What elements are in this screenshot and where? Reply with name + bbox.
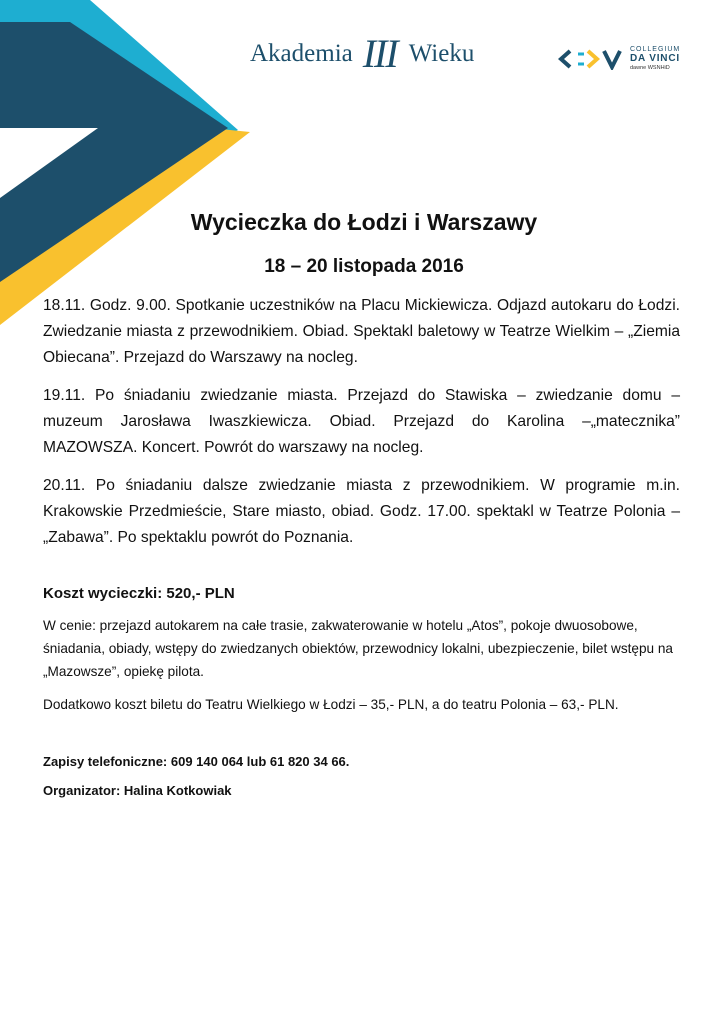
main-content (43, 293, 680, 798)
page-title: Wycieczka do Łodzi i Warszawy (190, 209, 538, 235)
organizer: Organizator: Halina Kotkowiak (43, 783, 232, 798)
cdv-mark-icon (558, 48, 624, 70)
extra-cost: Dodatkowo koszt biletu do Teatru Wielkiego w Łodzi – 35,- PLN, a do teatru Polonia – 63,- PLN. (43, 697, 619, 712)
cdv-logo-line2: DA VINCI (630, 53, 680, 64)
cdv-logo-line3: dawne WSNHiD (630, 65, 670, 71)
phone-signup: Zapisy telefoniczne: 609 140 064 lub 61 820 34 66. (43, 754, 350, 769)
cdv-logo-line1: COLLEGIUM (630, 46, 681, 53)
trip-dates: 18 – 20 listopada 2016 (264, 256, 464, 277)
akademia-trzeciego-wieku-logo (250, 31, 475, 76)
logo-word-wieku: Wieku (408, 40, 475, 67)
day-1-program: 18.11. Godz. 9.00. Spotkanie uczestników na Placu Mickiewicza. Odjazd autokaru do Łodzi. Zwiedzanie miasta z przewodnikiem. Obiad. Spektakl baletowy w Teatrze Wielkim – „Ziemia Obiecana”. Przejazd do Warszawy na nocleg. (43, 297, 680, 366)
day-3-program: 20.11. Po śniadaniu dalsze zwiedzanie miasta z przewodnikiem. W programie m.in. Krakowskie Przedmieście, Stare miasto, obiad. Godz. 17.00. spektakl w Teatrze Polonia – „Zabawa”. Po spektaklu powrót do Poznania. (43, 477, 680, 546)
price-includes: W cenie: przejazd autokarem na całe trasie, zakwaterowanie w hotelu „Atos”, pokoje dwuosobowe, śniadania, obiady, wstępy do zwiedzanych obiektów, przewodnicy lokalni, ubezpieczenie, bilet wstępu na „Mazowsze”, opiekę pilota. (43, 618, 673, 679)
logo-word-akademia: Akademia (250, 40, 353, 67)
cost-heading: Koszt wycieczki: 520,- PLN (43, 585, 235, 602)
logo-roman-numeral: III (362, 31, 397, 76)
collegium-da-vinci-logo (558, 46, 680, 72)
day-2-program: 19.11. Po śniadaniu zwiedzanie miasta. Przejazd do Stawiska – zwiedzanie domu – muzeum Jarosława Iwaszkiewicza. Obiad. Przejazd do Karolina –„matecznika” MAZOWSZA. Koncert. Powrót do warszawy na nocleg. (43, 387, 680, 456)
decorative-chevrons (0, 0, 260, 330)
